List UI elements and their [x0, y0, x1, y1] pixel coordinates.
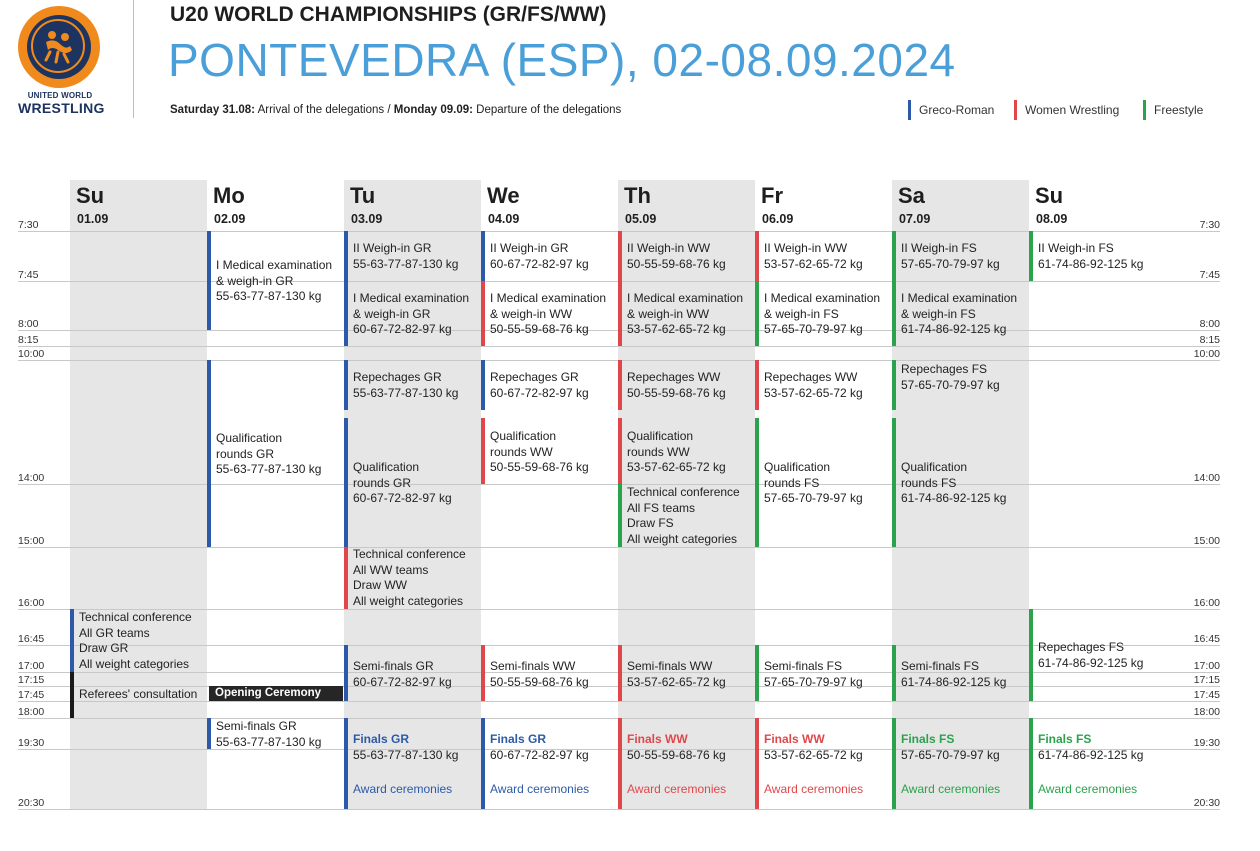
- grid-line: [70, 547, 1165, 548]
- day-name: Su: [76, 183, 105, 208]
- time-tick-left: [18, 686, 70, 687]
- event-line: & weigh-in FS: [764, 306, 839, 321]
- event-line: rounds FS: [901, 475, 957, 490]
- event-line: Draw WW: [353, 578, 407, 592]
- time-label-left: 7:30: [18, 219, 39, 231]
- time-label-left: 15:00: [18, 535, 45, 547]
- event-semifinals-gr: [347, 659, 452, 690]
- event-line: Finals WW: [764, 732, 825, 746]
- legend-label: Women Wrestling: [1025, 103, 1120, 117]
- time-tick-left: [18, 609, 70, 610]
- time-tick-left: [18, 809, 70, 810]
- time-tick-right: [1165, 346, 1220, 347]
- event-line: 57-65-70-79-97 kg: [901, 377, 1000, 392]
- event-line: 50-55-59-68-76 kg: [490, 322, 589, 336]
- time-tick-left: [18, 281, 70, 282]
- event-line: Draw FS: [627, 516, 674, 530]
- day-date: 05.09: [625, 212, 657, 226]
- event-line: I Medical examination: [764, 291, 881, 305]
- grid-line: [70, 346, 1165, 347]
- event-line: 57-65-70-79-97 kg: [901, 256, 1000, 271]
- event-weighin-ii-ww: [758, 241, 863, 272]
- event-award-ceremonies: Award ceremonies: [901, 782, 1001, 796]
- event-weighin-ii-fs: [1032, 241, 1143, 272]
- event-line: II Weigh-in WW: [764, 241, 848, 255]
- event-line: 50-55-59-68-76 kg: [490, 674, 589, 689]
- event-line: I Medical examination: [901, 291, 1018, 305]
- legend-swatch-gr: [908, 100, 911, 120]
- event-semifinals-ww: [621, 659, 726, 690]
- event-line: I Medical examination: [627, 291, 744, 305]
- event-line: Semi-finals WW: [627, 659, 713, 673]
- event-line: II Weigh-in GR: [353, 241, 432, 255]
- day-name: Mo: [213, 183, 245, 208]
- event-line: 50-55-59-68-76 kg: [627, 256, 726, 271]
- time-label-left: 19:30: [18, 737, 45, 749]
- day-name: Tu: [350, 183, 376, 208]
- time-label-right: 16:00: [1193, 597, 1220, 609]
- event-line: 50-55-59-68-76 kg: [490, 460, 589, 474]
- event-line: rounds WW: [490, 444, 553, 459]
- time-label-right: 14:00: [1193, 472, 1220, 484]
- time-tick-right: [1165, 484, 1220, 485]
- event-line: II Weigh-in GR: [490, 241, 569, 255]
- event-finals-fs: [895, 732, 1000, 763]
- event-finals-gr: [347, 732, 458, 763]
- event-weighin-ii-gr: [484, 241, 589, 272]
- day-date: 04.09: [488, 212, 520, 226]
- event-line: 61-74-86-92-125 kg: [1038, 747, 1144, 762]
- event-medical-weighin-fs: [758, 291, 880, 338]
- day-date: 01.09: [77, 212, 109, 226]
- event-line: All GR teams: [79, 625, 150, 640]
- legend-label: Greco-Roman: [919, 103, 995, 117]
- event-line: I Medical examination: [216, 258, 333, 272]
- event-semifinals-gr: [210, 719, 321, 750]
- event-line: Semi-finals GR: [216, 719, 297, 733]
- event-qualification-fs: [758, 460, 863, 507]
- event-line: 55-63-77-87-130 kg: [216, 734, 322, 749]
- day-name: Su: [1035, 183, 1064, 208]
- event-line: 61-74-86-92-125 kg: [901, 491, 1007, 505]
- time-tick-left: [18, 360, 70, 361]
- event-qualification-ww: [621, 429, 726, 476]
- event-line: Semi-finals GR: [353, 659, 434, 673]
- time-tick-right: [1165, 231, 1220, 232]
- event-award-ceremonies: Award ceremonies: [627, 782, 727, 796]
- event-line: I Medical examination: [353, 291, 470, 305]
- event-repechages-gr: [347, 370, 458, 401]
- event-line: 53-57-62-65-72 kg: [627, 674, 726, 689]
- event-line: 61-74-86-92-125 kg: [901, 322, 1007, 336]
- time-label-left: 17:15: [18, 674, 45, 686]
- time-label-left: 16:45: [18, 633, 45, 645]
- event-line: All FS teams: [627, 500, 696, 515]
- event-line: rounds GR: [216, 446, 275, 461]
- event-line: Semi-finals FS: [901, 659, 980, 673]
- event-line: 57-65-70-79-97 kg: [764, 322, 863, 336]
- event-qualification-gr: [210, 431, 321, 478]
- event-finals-ww: [758, 732, 863, 763]
- time-tick-right: [1165, 330, 1220, 331]
- event-line: Qualification: [353, 460, 420, 474]
- event-medical-weighin-gr: [347, 291, 469, 338]
- event-line: Technical conference: [353, 547, 466, 561]
- event-line: & weigh-in FS: [901, 306, 976, 321]
- event-opening-ceremony: Opening Ceremony: [209, 686, 343, 701]
- time-tick-right: [1165, 701, 1220, 702]
- event-line: 53-57-62-65-72 kg: [764, 385, 863, 400]
- time-label-right: 8:15: [1199, 334, 1220, 346]
- event-line: 60-67-72-82-97 kg: [353, 322, 452, 336]
- event-medical-weighin-fs: [895, 291, 1017, 338]
- event-line: Finals WW: [627, 732, 688, 746]
- legend-greco-roman: [908, 100, 994, 120]
- event-line: II Weigh-in FS: [1038, 241, 1114, 255]
- event-referees-consultation: Referees' consultation: [79, 687, 198, 701]
- time-tick-right: [1165, 281, 1220, 282]
- event-weighin-ii-gr: [347, 241, 458, 272]
- event-tech-conference-gr: [73, 610, 192, 672]
- time-label-right: 7:45: [1199, 269, 1220, 281]
- event-line: Semi-finals WW: [490, 659, 576, 673]
- event-semifinals-fs: [895, 659, 1006, 690]
- event-repechages-ww: [621, 370, 726, 401]
- time-tick-left: [18, 718, 70, 719]
- time-label-right: 17:15: [1193, 674, 1220, 686]
- time-tick-right: [1165, 547, 1220, 548]
- event-line: 55-63-77-87-130 kg: [353, 256, 459, 271]
- day-name: Th: [624, 183, 651, 208]
- logo-text-wrestling: WRESTLING: [18, 100, 105, 116]
- event-line: Qualification: [490, 429, 557, 443]
- arrival-day: Saturday 31.08:: [170, 104, 256, 116]
- event-line: 53-57-62-65-72 kg: [627, 322, 726, 336]
- event-line: Finals GR: [490, 732, 547, 746]
- event-award-ceremonies: Award ceremonies: [490, 782, 590, 796]
- championship-title: U20 WORLD CHAMPIONSHIPS (GR/FS/WW): [170, 3, 607, 26]
- time-tick-left: [18, 484, 70, 485]
- time-label-right: 19:30: [1193, 737, 1220, 749]
- time-label-right: 8:00: [1199, 318, 1220, 330]
- day-date: 06.09: [762, 212, 794, 226]
- event-medical-weighin-ww: [621, 291, 743, 338]
- time-label-right: 15:00: [1193, 535, 1220, 547]
- time-tick-right: [1165, 809, 1220, 810]
- event-line: All weight categories: [79, 656, 190, 671]
- event-qualification-fs: [895, 460, 1006, 507]
- event-line: 57-65-70-79-97 kg: [764, 491, 863, 505]
- time-tick-left: [18, 645, 70, 646]
- event-line: 55-63-77-87-130 kg: [216, 462, 322, 476]
- event-line: II Weigh-in FS: [901, 241, 977, 255]
- event-line: 60-67-72-82-97 kg: [490, 256, 589, 271]
- event-qualification-ww: [484, 429, 589, 476]
- event-repechages-gr: [484, 370, 589, 401]
- day-date: 07.09: [899, 212, 931, 226]
- event-finals-fs: [1032, 732, 1143, 763]
- time-label-left: 16:00: [18, 597, 45, 609]
- event-award-ceremonies: Award ceremonies: [764, 782, 864, 796]
- legend-swatch-ww: [1014, 100, 1017, 120]
- event-semifinals-ww: [484, 659, 589, 690]
- time-label-left: 14:00: [18, 472, 45, 484]
- event-line: Finals FS: [901, 732, 955, 746]
- event-line: Semi-finals FS: [764, 659, 843, 673]
- event-award-ceremonies: Award ceremonies: [353, 782, 453, 796]
- day-date: 02.09: [214, 212, 246, 226]
- time-label-right: 20:30: [1193, 797, 1220, 809]
- time-label-right: 16:45: [1193, 633, 1220, 645]
- event-line: All weight categories: [627, 531, 738, 546]
- legend-women-wrestling: [1014, 100, 1119, 120]
- day-name: We: [487, 183, 520, 208]
- time-label-left: 20:30: [18, 797, 45, 809]
- departure-text: Departure of the delegations: [472, 104, 622, 116]
- day-date: 03.09: [351, 212, 383, 226]
- time-tick-right: [1165, 645, 1220, 646]
- event-weighin-ii-ww: [621, 241, 726, 272]
- event-line: & weigh-in WW: [627, 306, 710, 321]
- event-line: Repechages WW: [764, 370, 858, 384]
- time-tick-right: [1165, 749, 1220, 750]
- event-line: Technical conference: [79, 610, 192, 624]
- time-label-right: 7:30: [1199, 219, 1220, 231]
- time-tick-right: [1165, 360, 1220, 361]
- place-dates-title: PONTEVEDRA (ESP), 02-08.09.2024: [168, 34, 956, 86]
- event-finals-gr: [484, 732, 589, 763]
- event-line: Technical conference: [627, 485, 740, 499]
- event-line: Qualification: [764, 460, 831, 474]
- time-label-left: 17:45: [18, 689, 45, 701]
- event-line: 60-67-72-82-97 kg: [490, 385, 589, 400]
- time-label-left: 10:00: [18, 348, 45, 360]
- event-medical-weighin-gr: [210, 258, 332, 305]
- event-tech-conference-fs: [621, 485, 740, 547]
- event-line: Repechages GR: [490, 370, 579, 384]
- event-weighin-ii-fs: [895, 241, 1000, 272]
- time-tick-left: [18, 672, 70, 673]
- departure-day: Monday 09.09:: [393, 104, 473, 116]
- event-line: 60-67-72-82-97 kg: [490, 747, 589, 762]
- time-tick-left: [18, 701, 70, 702]
- event-repechages-fs: [1032, 640, 1143, 671]
- event-line: 61-74-86-92-125 kg: [901, 674, 1007, 689]
- grid-line: [70, 609, 1165, 610]
- event-award-ceremonies: Award ceremonies: [1038, 782, 1138, 796]
- event-line: Finals FS: [1038, 732, 1092, 746]
- wrestlers-logo-icon: [36, 24, 80, 68]
- event-line: 50-55-59-68-76 kg: [627, 385, 726, 400]
- grid-line: [70, 701, 1165, 702]
- time-tick-left: [18, 330, 70, 331]
- time-label-right: 10:00: [1193, 348, 1220, 360]
- logo-text-united-world: UNITED WORLD: [27, 91, 93, 100]
- legend-label: Freestyle: [1154, 103, 1204, 117]
- event-line: 55-63-77-87-130 kg: [353, 747, 459, 762]
- time-label-right: 17:45: [1193, 689, 1220, 701]
- time-label-left: 8:15: [18, 334, 39, 346]
- time-label-right: 18:00: [1193, 706, 1220, 718]
- event-line: Repechages GR: [353, 370, 442, 384]
- arrival-text: Arrival of the delegations /: [255, 104, 394, 116]
- event-line: I Medical examination: [490, 291, 607, 305]
- time-label-left: 17:00: [18, 660, 45, 672]
- event-tech-conference-ww: [347, 547, 466, 609]
- event-line: & weigh-in GR: [216, 273, 294, 288]
- event-line: All WW teams: [353, 562, 429, 577]
- event-line: 61-74-86-92-125 kg: [1038, 655, 1144, 670]
- day-date: 08.09: [1036, 212, 1068, 226]
- legend-swatch-fs: [1143, 100, 1146, 120]
- event-line: rounds WW: [627, 444, 690, 459]
- event-line: 53-57-62-65-72 kg: [627, 460, 726, 474]
- day-name: Fr: [761, 183, 783, 208]
- time-tick-right: [1165, 609, 1220, 610]
- event-line: II Weigh-in WW: [627, 241, 711, 255]
- event-line: 57-65-70-79-97 kg: [901, 747, 1000, 762]
- time-tick-left: [18, 346, 70, 347]
- time-label-left: 7:45: [18, 269, 39, 281]
- event-line: 55-63-77-87-130 kg: [216, 289, 322, 303]
- event-finals-ww: [621, 732, 726, 763]
- event-repechages-ww: [758, 370, 863, 401]
- event-line: Finals GR: [353, 732, 410, 746]
- event-line: 57-65-70-79-97 kg: [764, 674, 863, 689]
- event-line: 61-74-86-92-125 kg: [1038, 256, 1144, 271]
- event-line: Qualification: [901, 460, 968, 474]
- header-divider: [133, 0, 134, 118]
- time-label-left: 8:00: [18, 318, 39, 330]
- event-qualification-gr: [347, 460, 452, 507]
- event-line: rounds GR: [353, 475, 412, 490]
- event-line: 53-57-62-65-72 kg: [764, 256, 863, 271]
- legend-freestyle: [1143, 100, 1203, 120]
- event-line: 60-67-72-82-97 kg: [353, 674, 452, 689]
- event-repechages-fs: [895, 362, 1000, 393]
- time-tick-left: [18, 231, 70, 232]
- column-shade-su1: [70, 180, 207, 810]
- time-label-left: 18:00: [18, 706, 45, 718]
- event-line: Repechages WW: [627, 370, 721, 384]
- event-line: 53-57-62-65-72 kg: [764, 747, 863, 762]
- event-line: rounds FS: [764, 475, 820, 490]
- time-label-right: 17:00: [1193, 660, 1220, 672]
- event-line: & weigh-in WW: [490, 306, 573, 321]
- time-tick-right: [1165, 686, 1220, 687]
- day-name: Sa: [898, 183, 925, 208]
- event-semifinals-fs: [758, 659, 863, 690]
- time-tick-right: [1165, 672, 1220, 673]
- time-tick-left: [18, 547, 70, 548]
- event-line: 60-67-72-82-97 kg: [353, 491, 452, 505]
- event-line: Repechages FS: [1038, 640, 1125, 654]
- time-tick-left: [18, 749, 70, 750]
- event-medical-weighin-ww: [484, 291, 606, 338]
- event-line: Draw GR: [79, 641, 129, 655]
- event-line: Qualification: [627, 429, 694, 443]
- arrival-departure-note: [170, 104, 621, 116]
- event-line: 50-55-59-68-76 kg: [627, 747, 726, 762]
- grid-line: [70, 809, 1165, 810]
- time-tick-right: [1165, 718, 1220, 719]
- event-line: & weigh-in GR: [353, 306, 431, 321]
- event-line: All weight categories: [353, 593, 464, 608]
- event-line: Repechages FS: [901, 362, 988, 376]
- event-line: Qualification: [216, 431, 283, 445]
- event-line: 55-63-77-87-130 kg: [353, 385, 459, 400]
